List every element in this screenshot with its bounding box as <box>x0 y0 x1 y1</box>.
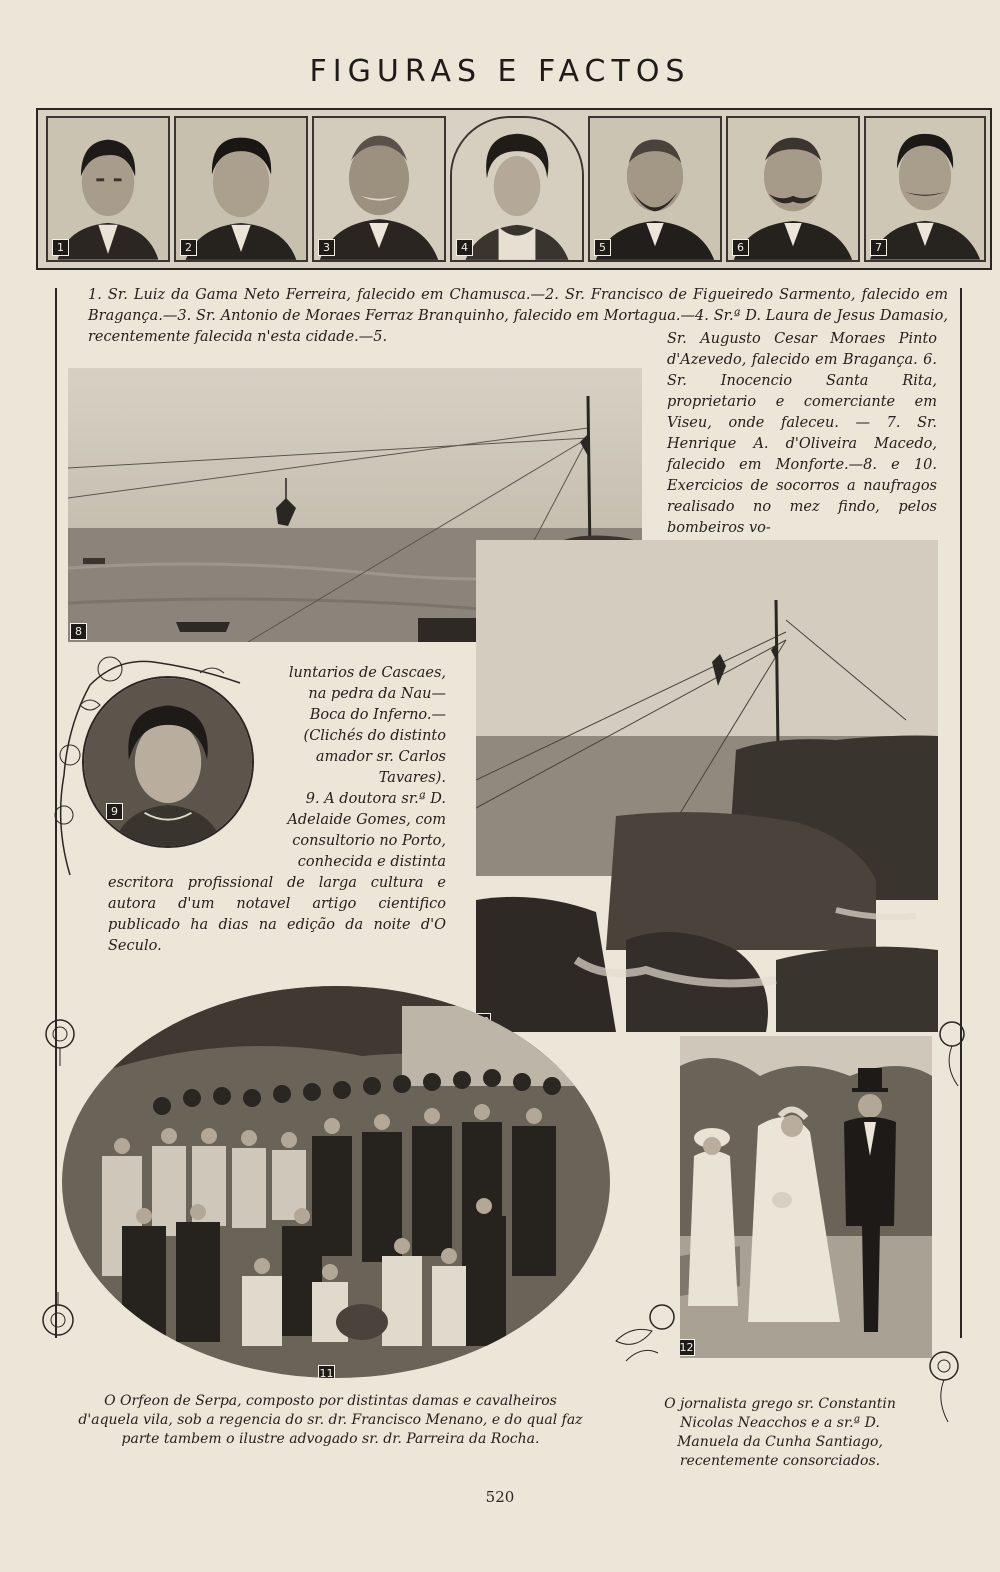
photo-orfeon-11-number: 11 <box>318 1365 335 1378</box>
portrait-7 <box>864 116 986 262</box>
portrait-2-number: 2 <box>180 239 197 256</box>
photo-wedding-12 <box>680 1036 932 1358</box>
portrait-strip <box>36 108 992 270</box>
rose-ornament-left-top <box>40 1010 80 1066</box>
portrait-1-number: 1 <box>52 239 69 256</box>
rose-ornament-right-top <box>934 1010 970 1090</box>
right-border-rule <box>960 288 962 1338</box>
portrait-5 <box>588 116 722 262</box>
portrait-3-number: 3 <box>318 239 335 256</box>
portrait-3 <box>312 116 446 262</box>
portrait-5-number: 5 <box>594 239 611 256</box>
photo-portrait-9-number: 9 <box>106 803 123 820</box>
portrait-6-number: 6 <box>732 239 749 256</box>
photo-rescue-8-number: 8 <box>70 623 87 640</box>
photo-wedding-12-image <box>680 1036 932 1358</box>
photo-wedding-12-number: 12 <box>680 1341 694 1354</box>
photo-rescue-10-image <box>476 540 938 1032</box>
caption-cascaes-text: luntarios de Cascaes, na pedra da Nau—Boca do Inferno.—(Clichés do distinto amador sr. Carlos Tavares). <box>288 665 446 786</box>
portrait-4-number: 4 <box>456 239 473 256</box>
portrait-2 <box>174 116 308 262</box>
page-number: 520 <box>485 1488 515 1506</box>
caption-portrait-9-continued: escritora profissional de larga cultura e autora d'um notavel artigo cientifico publicado ha dias na edição da noite d'O Seculo. <box>108 875 446 954</box>
portrait-4 <box>450 116 584 262</box>
floral-ornament-wedding <box>612 1295 682 1365</box>
portrait-6 <box>726 116 860 262</box>
caption-wedding: O jornalista grego sr. Constantin Nicolas Neacchos e a sr.ª D. Manuela da Cunha Santiago, recentemente consorciados. <box>664 1396 896 1469</box>
rose-ornament-left-bottom <box>36 1292 80 1352</box>
photo-rescue-10 <box>476 540 938 1032</box>
portrait-1 <box>46 116 170 262</box>
portrait-7-number: 7 <box>870 239 887 256</box>
caption-orfeon: O Orfeon de Serpa, composto por distintas damas e cavalheiros d'aquela vila, sob a regencia do sr. dr. Francisco Menano, e do qual faz parte tambem o ilustre advogado sr. dr. Parreira da Rocha. <box>78 1393 583 1447</box>
photo-portrait-9 <box>82 676 254 848</box>
page-title: FIGURAS E FACTOS <box>309 54 691 89</box>
photo-portrait-9-image <box>84 678 252 846</box>
photo-orfeon-11-image <box>62 986 610 1378</box>
caption-portrait-9-start: 9. A doutora sr.ª D. Adelaide Gomes, com consultorio no Porto, conhecida e distinta <box>287 791 446 870</box>
caption-cascaes-clichés <box>276 663 446 873</box>
caption-right-column: Sr. Augusto Cesar Moraes Pinto d'Azevedo, falecido em Bragança. 6. Sr. Inocencio Santa Rita, proprietario e comerciante em Viseu, onde faleceu. — 7. Sr. Henrique A. d'Oliveira Macedo, falecido em Monforte.—8. e 10. Exercicios de socorros a naufragos realisado no mez findo, pelos bombeiros vo- <box>667 331 937 536</box>
photo-orfeon-11 <box>62 986 610 1378</box>
caption-portraits: 1. Sr. Luiz da Gama Neto Ferreira, falecido em Chamusca.—2. Sr. Francisco de Figueiredo Sarmento, falecido em Bragança.—3. Sr. Antonio de Moraes Ferraz Branquinho, falecido em Mortagua.—4. Sr.ª D. Laura de Jesus Damasio, recentemente falecida n'esta cidade.—5. <box>88 287 948 345</box>
